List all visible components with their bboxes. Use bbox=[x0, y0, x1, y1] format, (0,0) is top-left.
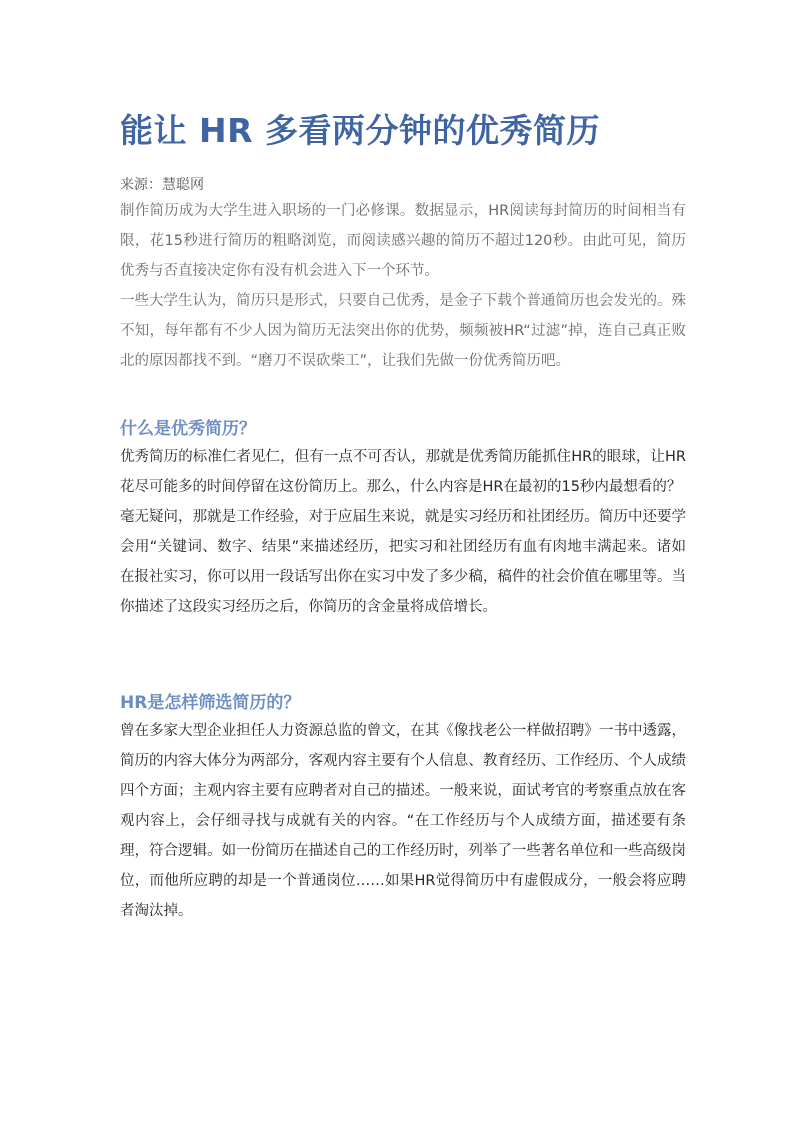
intro-paragraph-1: 制作简历成为大学生进入职场的一门必修课。数据显示，HR阅读每封简历的时间相当有限，花15秒进行简历的粗略浏览，而阅读感兴趣的简历不超过120秒。由此可见，简历优秀与否直接决定你有没有机会进入下一个环节。 bbox=[120, 203, 686, 279]
section-2-paragraph-1: 曾在多家大型企业担任人力资源总监的曾文，在其《像找老公一样做招聘》一书中透露，简历的内容大体分为两部分，客观内容主要有个人信息、教育经历、工作经历、个人成绩四个方面；主观内容主要有应聘者对自己的描述。一般来说，面试考官的考察重点放在客观内容上，会仔细寻找与成就有关的内容。“在工作经历与个人成绩方面，描述要有条理，符合逻辑。如一份简历在描述自己的工作经历时，列举了一些著名单位和一些高级岗位，而他所应聘的却是一个普通岗位……如果HR觉得简历中有虚假成分，一般会将应聘者淘汰掉。 bbox=[120, 723, 686, 919]
section-heading-how-hr-screens: HR是怎样筛选简历的？ bbox=[120, 693, 301, 713]
section-1-paragraph-2: 毫无疑问，那就是工作经验，对于应届生来说，就是实习经历和社团经历。简历中还要学会用“关键词、数字、结果”来描述经历，把实习和社团经历有血有肉地丰满起来。诸如在报社实习，你可以用一段话写出你在实习中发了多少稿，稿件的社会价值在哪里等。当你描述了这段实习经历之后，你简历的含金量将成倍增长。 bbox=[120, 509, 686, 615]
article-source: 来源：慧聪网 bbox=[120, 177, 204, 193]
article-title: 能让 HR 多看两分钟的优秀简历 bbox=[120, 111, 601, 150]
article bbox=[120, 108, 686, 926]
section-1-paragraph-1: 优秀简历的标准仁者见仁，但有一点不可否认，那就是优秀简历能抓住HR的眼球，让HR花尽可能多的时间停留在这份简历上。那么，什么内容是HR在最初的15秒内最想看的？ bbox=[120, 449, 686, 495]
section-heading-what-is-good-resume: 什么是优秀简历？ bbox=[120, 419, 256, 439]
intro-paragraph-2: 一些大学生认为，简历只是形式，只要自己优秀，是金子下载个普通简历也会发光的。殊不知，每年都有不少人因为简历无法突出你的优势，频频被HR“过滤”掉，连自己真正败北的原因都找不到。“磨刀不误砍柴工”，让我们先做一份优秀简历吧。 bbox=[120, 293, 686, 369]
